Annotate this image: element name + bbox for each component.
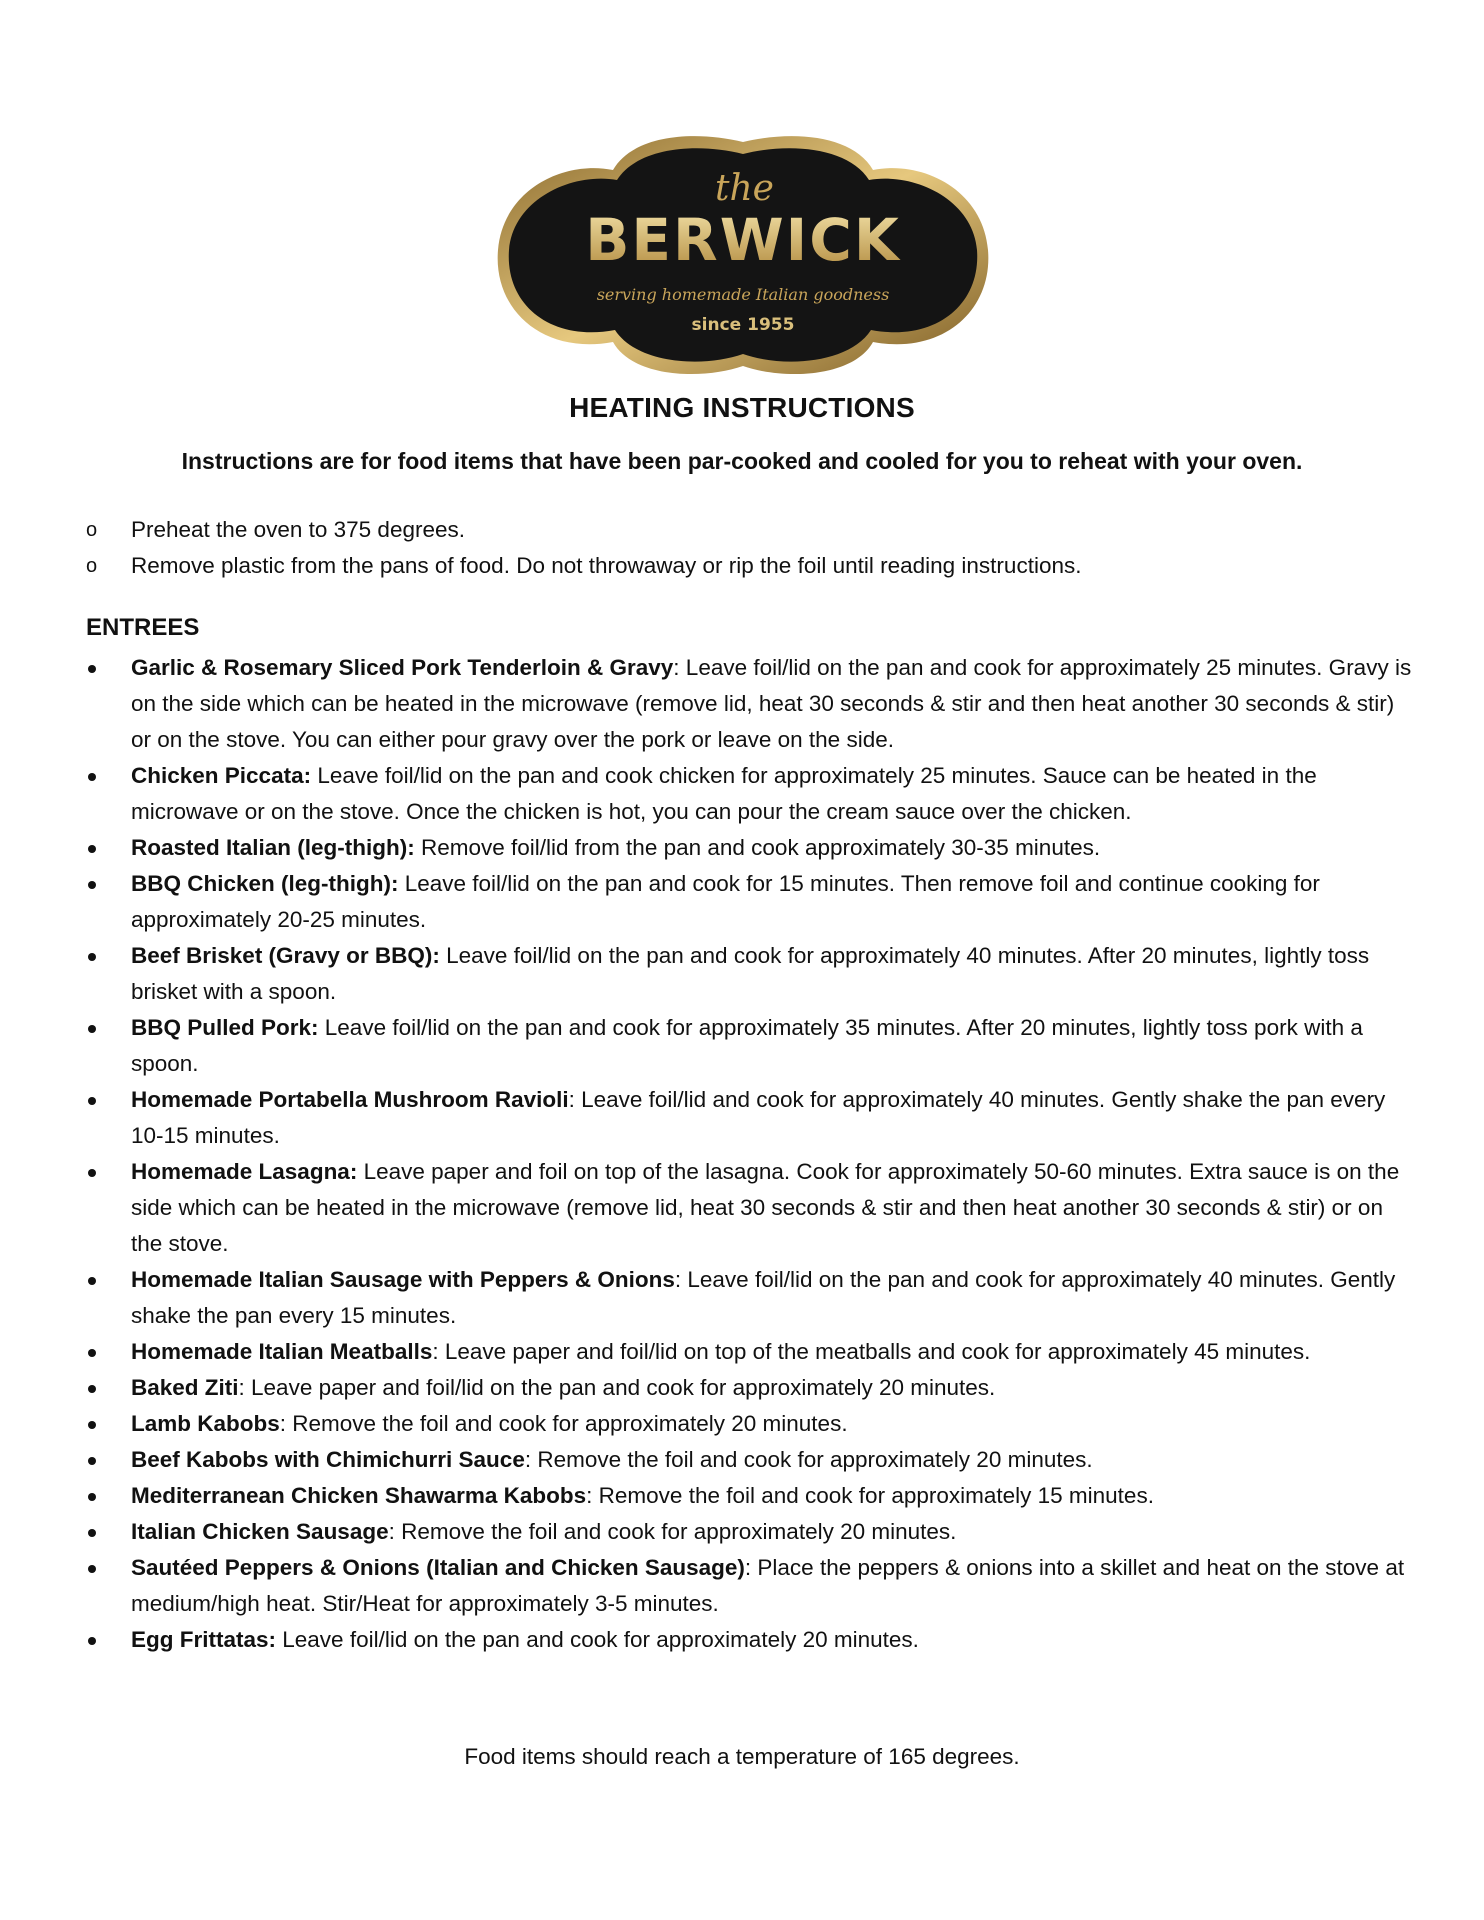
- entree-text: : Remove the foil and cook for approximately 20 minutes.: [279, 1411, 848, 1436]
- entree-name: Italian Chicken Sausage: [131, 1519, 389, 1544]
- logo-brand-text: BERWICK: [585, 206, 901, 274]
- entree-text: : Remove the foil and cook for approximately 20 minutes.: [388, 1519, 957, 1544]
- entree-text: : Leave foil/lid and cook for approximately 40 minutes. Gently shake the pan every 10-15 minutes.: [131, 1087, 1386, 1148]
- entree-text: Leave foil/lid on the pan and cook for approximately 20 minutes.: [276, 1627, 919, 1652]
- page-title: HEATING INSTRUCTIONS: [569, 392, 915, 423]
- list-item: [86, 650, 1416, 758]
- entree-text: Leave paper and foil on top of the lasagna. Cook for approximately 50-60 minutes. Extra sauce is on the side which can be heated in the microwave (remove lid, heat 30 seconds & stir and then heat another 30 seconds & stir) or on the stove.: [131, 1159, 1400, 1256]
- entree-name: Chicken Piccata:: [131, 763, 312, 788]
- entree-name: Homemade Italian Meatballs: [131, 1339, 433, 1364]
- bullet-icon: [88, 953, 96, 961]
- circle-marker: o: [86, 519, 98, 541]
- entree-text: : Leave paper and foil/lid on top of the meatballs and cook for approximately 45 minutes.: [432, 1339, 1311, 1364]
- entree-text: : Remove the foil and cook for approximately 20 minutes.: [524, 1447, 1093, 1472]
- entree-text: : Remove the foil and cook for approximately 15 minutes.: [586, 1483, 1154, 1508]
- entree-text: : Place the peppers & onions into a skillet and heat on the stove at medium/high heat. Stir/Heat for approximately 3-5 minutes.: [131, 1555, 1405, 1616]
- entree-name: Mediterranean Chicken Shawarma Kabobs: [131, 1483, 587, 1508]
- footer-note: Food items should reach a temperature of 165 degrees.: [464, 1744, 1020, 1769]
- list-item: [86, 1478, 1416, 1514]
- entree-text: : Leave paper and foil/lid on the pan and cook for approximately 20 minutes.: [238, 1375, 996, 1400]
- entree-name: Garlic & Rosemary Sliced Pork Tenderloin & Gravy: [131, 655, 674, 680]
- logo-since: since 1955: [691, 315, 795, 335]
- bullet-icon: [88, 1097, 96, 1105]
- prep-text: Remove plastic from the pans of food. Do not throwaway or rip the foil until reading instructions.: [131, 553, 1082, 578]
- entree-name: Homemade Portabella Mushroom Ravioli: [131, 1087, 569, 1112]
- bullet-icon: [88, 881, 96, 889]
- bullet-icon: [88, 1529, 96, 1537]
- bullet-icon: [88, 773, 96, 781]
- bullet-icon: [88, 1385, 96, 1393]
- bullet-icon: [88, 845, 96, 853]
- entree-text: Leave foil/lid on the pan and cook for 15 minutes. Then remove foil and continue cooking for approximately 20-25 minutes.: [131, 871, 1320, 932]
- bullet-icon: [88, 1277, 96, 1285]
- section-heading-entrees: ENTREES: [86, 614, 200, 641]
- list-item: [86, 1154, 1416, 1262]
- list-item: [86, 1550, 1416, 1622]
- entree-name: BBQ Pulled Pork:: [131, 1015, 319, 1040]
- entree-name: Roasted Italian (leg-thigh):: [131, 835, 415, 860]
- list-item: [86, 1514, 1416, 1550]
- logo-tagline: serving homemade Italian goodness: [596, 285, 890, 304]
- bullet-icon: [88, 1637, 96, 1645]
- circle-marker: o: [86, 555, 98, 577]
- entree-text: Leave foil/lid on the pan and cook chicken for approximately 25 minutes. Sauce can be heated in the microwave or on the stove. Once the chicken is hot, you can pour the cream sauce over the chicken.: [131, 763, 1317, 824]
- list-item: [86, 1370, 1416, 1406]
- bullet-icon: [88, 1025, 96, 1033]
- prep-text: Preheat the oven to 375 degrees.: [131, 517, 465, 542]
- list-item: [86, 938, 1416, 1010]
- bullet-icon: [88, 1493, 96, 1501]
- entree-name: Lamb Kabobs: [131, 1411, 280, 1436]
- list-item: [86, 866, 1416, 938]
- entree-text: Leave foil/lid on the pan and cook for approximately 40 minutes. After 20 minutes, lightly toss brisket with a spoon.: [131, 943, 1370, 1004]
- list-item: [86, 830, 1416, 866]
- list-item: [86, 1082, 1416, 1154]
- entree-name: Egg Frittatas:: [131, 1627, 277, 1652]
- prep-list: [86, 512, 1416, 584]
- bullet-icon: [88, 1457, 96, 1465]
- list-item: [86, 758, 1416, 830]
- bullet-icon: [88, 665, 96, 673]
- logo-small-text: the: [715, 168, 774, 209]
- bullet-icon: [88, 1421, 96, 1429]
- list-item: [86, 512, 1416, 548]
- entree-name: BBQ Chicken (leg-thigh):: [131, 871, 399, 896]
- list-item: [86, 1010, 1416, 1082]
- list-item: [86, 1622, 1416, 1658]
- entree-text: Remove foil/lid from the pan and cook approximately 30-35 minutes.: [414, 835, 1101, 860]
- list-item: [86, 1406, 1416, 1442]
- list-item: [86, 1442, 1416, 1478]
- list-item: [86, 1334, 1416, 1370]
- logo-badge: [483, 130, 1003, 380]
- entree-text: : Leave foil/lid on the pan and cook for approximately 25 minutes. Gravy is on the side which can be heated in the microwave (remove lid, heat 30 seconds & stir and then heat another 30 seconds & stir) or on the stove. You can either pour gravy over the pork or leave on the side.: [131, 655, 1412, 752]
- entree-name: Beef Kabobs with Chimichurri Sauce: [131, 1447, 525, 1472]
- bullet-icon: [88, 1565, 96, 1573]
- entree-name: Homemade Lasagna:: [131, 1159, 358, 1184]
- entree-text: Leave foil/lid on the pan and cook for approximately 35 minutes. After 20 minutes, lightly toss pork with a spoon.: [131, 1015, 1363, 1076]
- entree-name: Baked Ziti: [131, 1375, 239, 1400]
- bullet-icon: [88, 1169, 96, 1177]
- entree-name: Beef Brisket (Gravy or BBQ):: [131, 943, 440, 968]
- entree-name: Sautéed Peppers & Onions (Italian and Chicken Sausage): [131, 1555, 745, 1580]
- entree-name: Homemade Italian Sausage with Peppers & Onions: [131, 1267, 675, 1292]
- page-subtitle: Instructions are for food items that have been par-cooked and cooled for you to reheat with your oven.: [181, 448, 1303, 474]
- list-item: [86, 1262, 1416, 1334]
- entree-list: [86, 650, 1416, 1658]
- bullet-icon: [88, 1349, 96, 1357]
- entree-text: : Leave foil/lid on the pan and cook for approximately 40 minutes. Gently shake the pan every 15 minutes.: [131, 1267, 1396, 1328]
- berwick-logo: [483, 130, 1003, 380]
- list-item: [86, 548, 1416, 584]
